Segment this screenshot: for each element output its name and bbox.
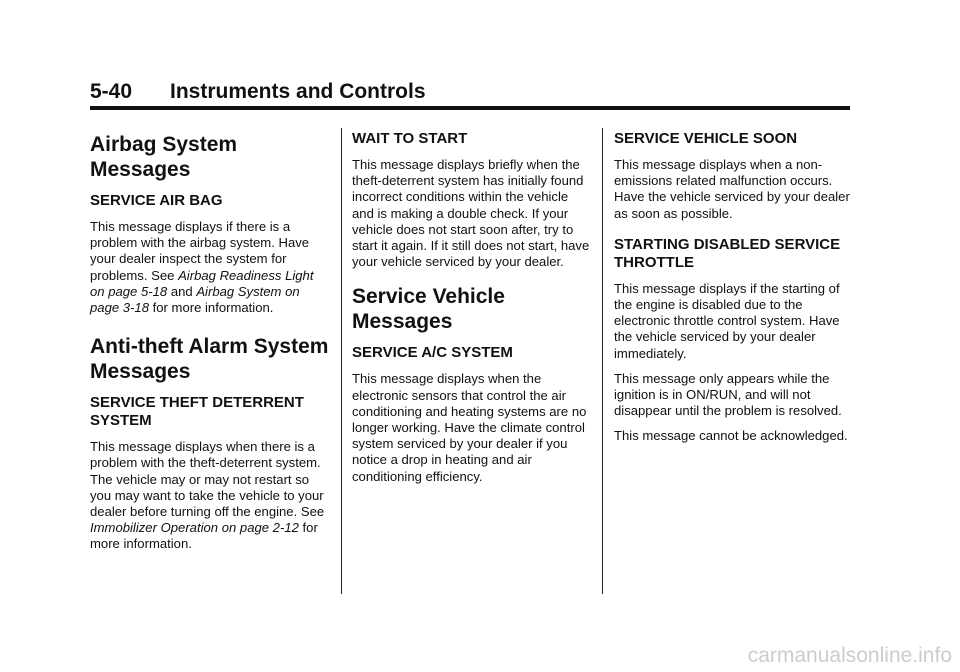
heading-airbag-messages: Airbag System Messages (90, 133, 238, 181)
subheading-service-theft-deterrent: SERVICE THEFT DETERRENT SYSTEM (90, 394, 304, 430)
paragraph-starting-disabled-1: This message displays if the starting of the engine is disabled due to the electronic throttle control system. Have the vehicle serviced by your dealer immediately. (614, 280, 840, 361)
heading-service-vehicle-messages: Service Vehicle Messages (352, 285, 505, 334)
column-divider-1 (341, 128, 342, 594)
cross-reference-airbag-system[interactable]: Airbag System on page 3-18 (90, 283, 300, 316)
subheading-service-air-bag: SERVICE AIR BAG (90, 192, 223, 209)
section-title: Instruments and Controls (170, 80, 426, 103)
text-run: for more information. (90, 520, 318, 552)
subheading-service-ac: SERVICE A/C SYSTEM (352, 344, 513, 362)
paragraph-service-vehicle-soon: This message displays when a non-emissions related malfunction occurs. Have the vehicle serviced by your dealer as soon as possible. (614, 157, 850, 221)
page-number: 5-40 (90, 80, 133, 103)
header-rule (90, 106, 850, 110)
paragraph-starting-disabled-3: This message cannot be acknowledged. (614, 428, 848, 444)
heading-antitheft-messages: Anti-theft Alarm System Messages (90, 335, 329, 384)
page-header (90, 80, 848, 108)
text-run: for more information. (148, 300, 274, 316)
paragraph-wait-to-start: This message displays briefly when the theft-deterrent system has initially found incorrect conditions within the vehicle and is making a double check. If your vehicle does not start soon after, try to start it again. If it still does not start, have your vehicle serviced by your dealer. (352, 157, 590, 270)
column-3 (614, 128, 854, 454)
watermark: carmanualsonline.info (747, 644, 952, 667)
text-run: This message displays when there is a problem with the theft-deterrent system. The vehicle may or may not restart so you may want to take the vehicle to your dealer before turning off the engine. See (90, 439, 325, 520)
subheading-wait-to-start: WAIT TO START (352, 130, 468, 147)
column-2 (352, 128, 592, 494)
subheading-service-vehicle-soon: SERVICE VEHICLE SOON (614, 130, 798, 147)
cross-reference-airbag-light[interactable]: Airbag Readiness Light on page 5-18 (90, 267, 314, 299)
text-run: This message displays if there is a problem with the airbag system. Have your dealer inspect the system for problems. See (90, 219, 310, 283)
column-1 (90, 128, 330, 562)
text-run: and (167, 283, 197, 299)
paragraph-service-air-bag (90, 219, 330, 316)
paragraph-service-theft-deterrent (90, 439, 330, 552)
column-divider-2 (602, 128, 603, 594)
paragraph-service-ac: This message displays when the electronic sensors that control the air conditioning and heating systems are no longer working. Have the climate control system serviced by your dealer if you notice a drop in heating and air conditioning efficiency. (352, 371, 587, 484)
cross-reference-immobilizer[interactable]: Immobilizer Operation on page 2-12 (90, 520, 299, 536)
paragraph-starting-disabled-2: This message only appears while the ignition is in ON/RUN, and will not disappear until the problem is resolved. (614, 370, 842, 419)
subheading-starting-disabled: STARTING DISABLED SERVICE THROTTLE (614, 235, 841, 271)
